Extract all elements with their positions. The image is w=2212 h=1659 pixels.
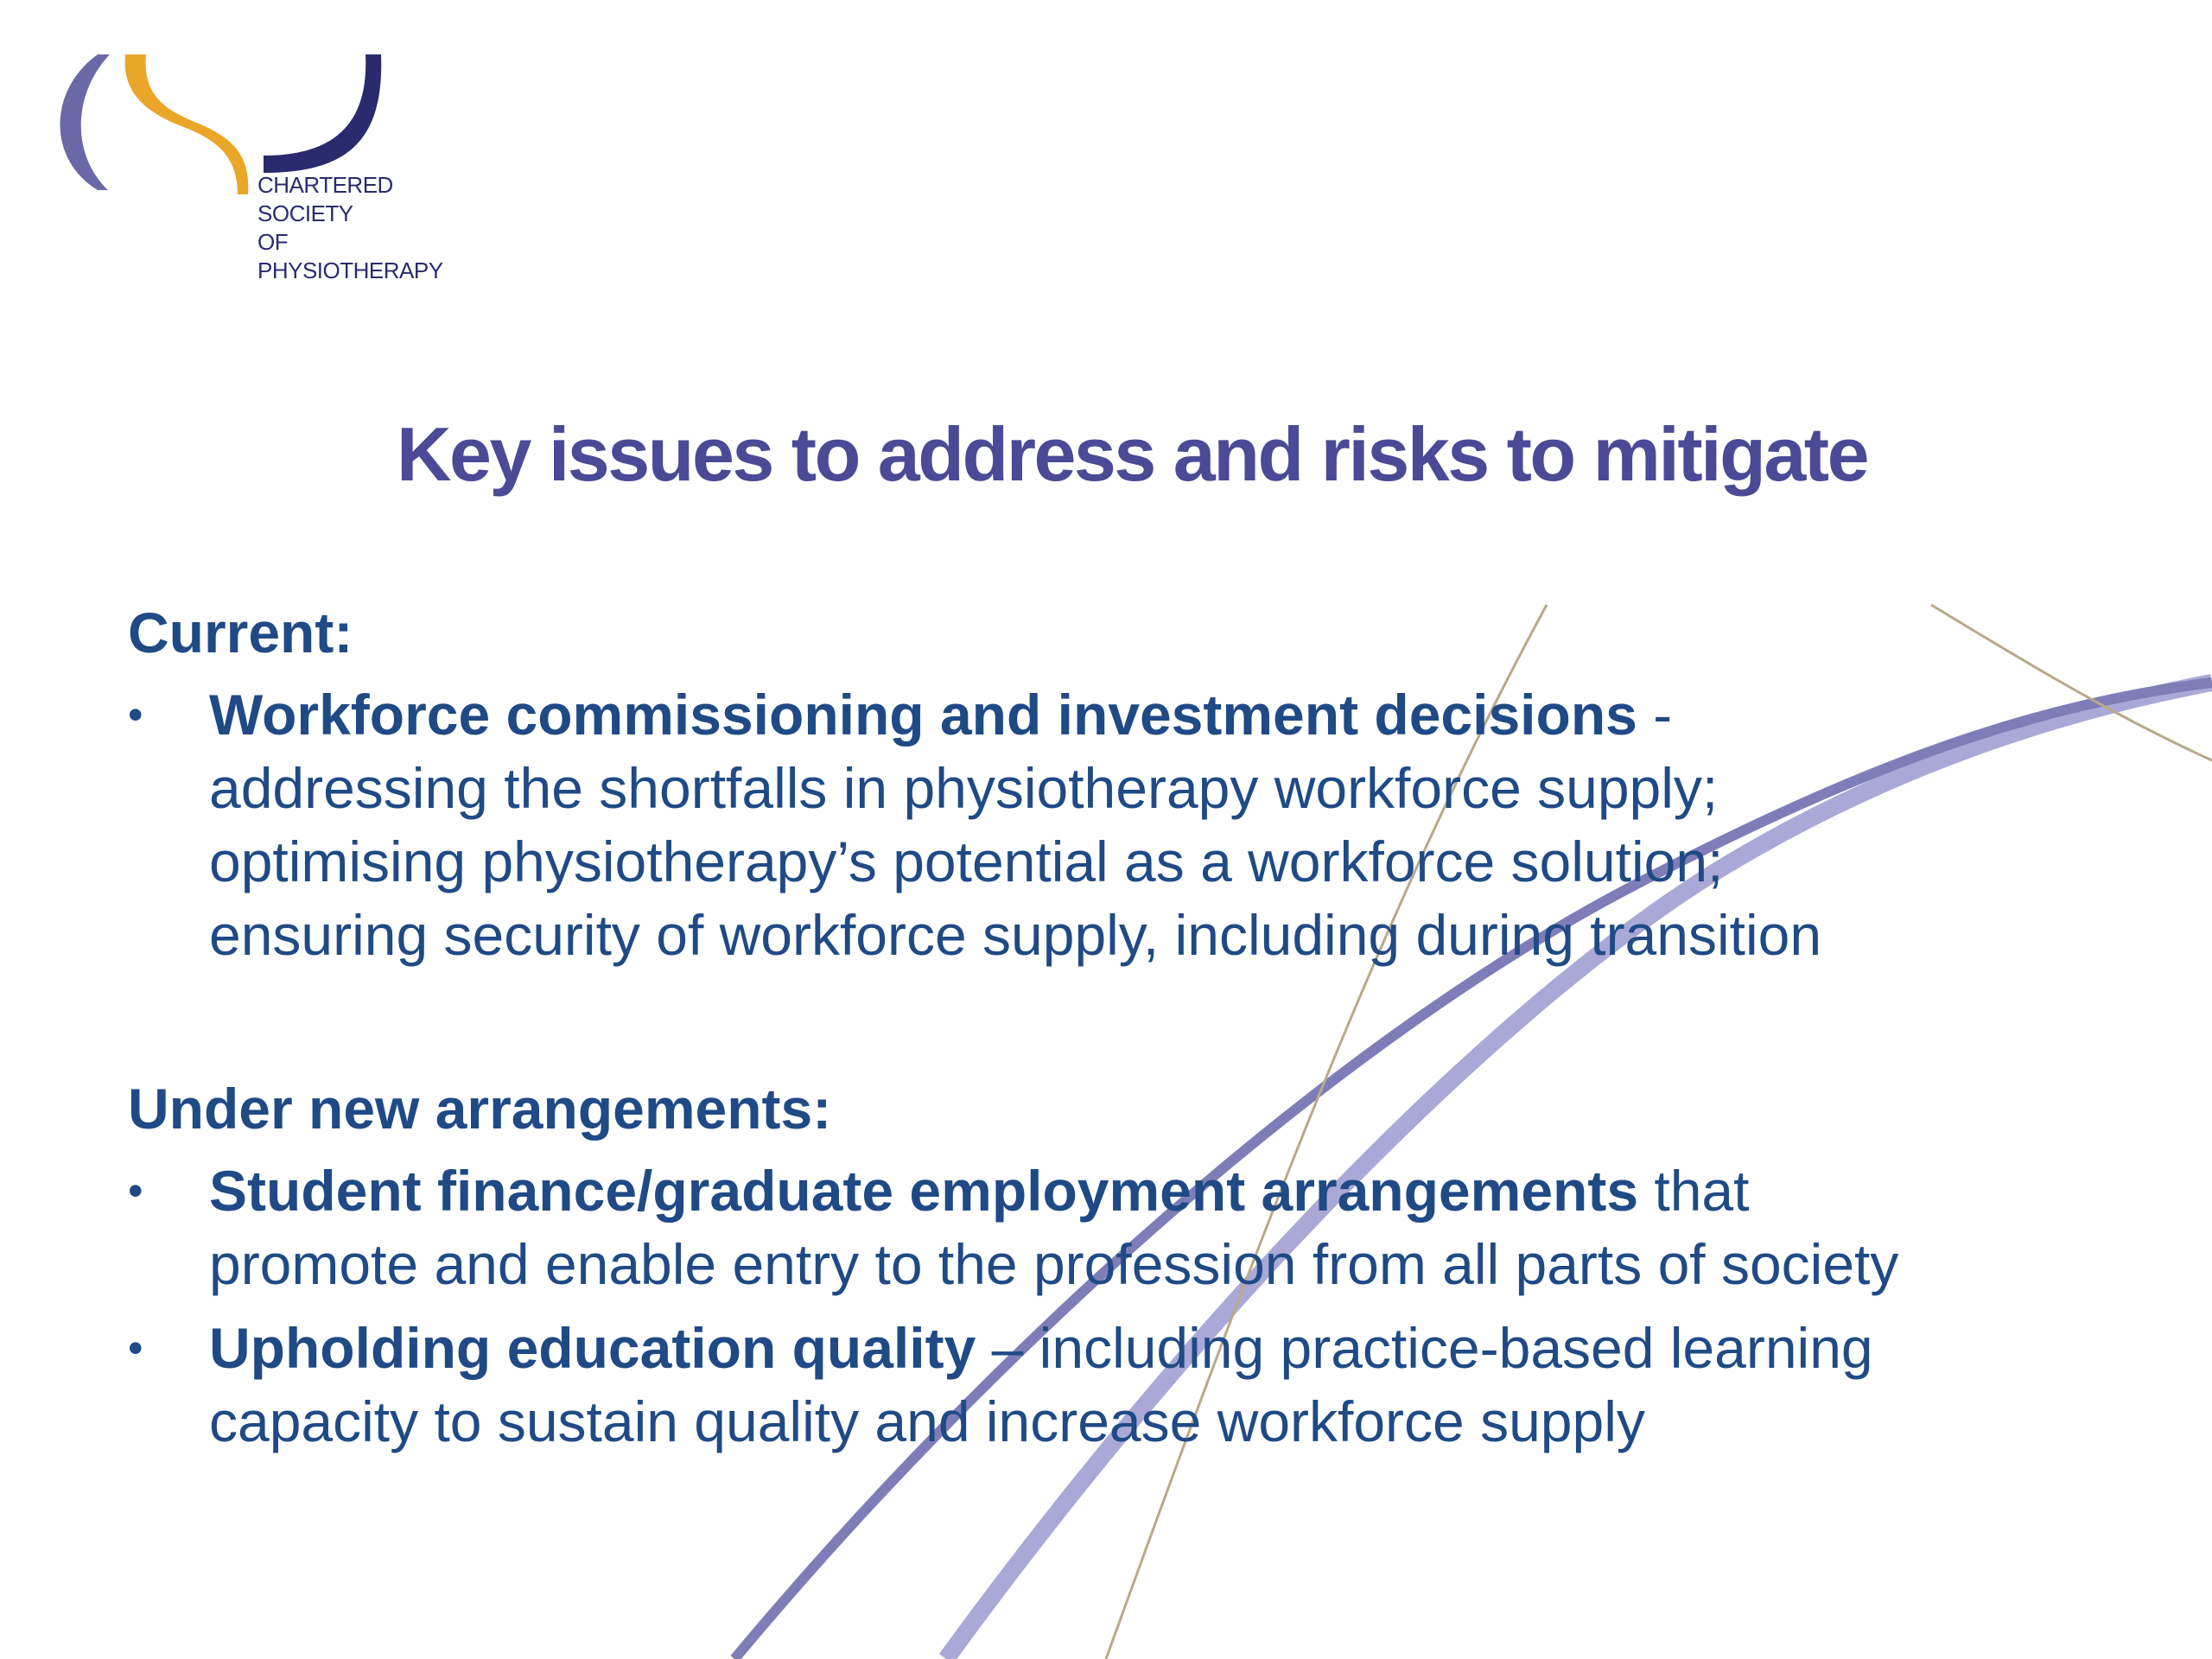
logo-line-4: PHYSIOTHERAPY [257, 257, 443, 283]
bullet-line: addressing the shortfalls in physiotherapy workforce supply; [209, 756, 1719, 820]
bullet-marker: • [128, 690, 143, 739]
bullet-bold-text: Upholding education quality [209, 1316, 976, 1380]
bullet-first-line [209, 1154, 2115, 1228]
section-heading-new-arrangements: Under new arrangements: [128, 1077, 832, 1141]
bullet-bold-text: Workforce commissioning and investment decisions [209, 683, 1637, 747]
logo-line-1: CHARTERED [257, 172, 393, 198]
bullet-line-rest: that [1638, 1159, 1750, 1223]
bullet-first-line [209, 1312, 2115, 1385]
bullet-marker: • [128, 1324, 143, 1372]
bullet-line: promote and enable entry to the profession from all parts of society [209, 1232, 1899, 1296]
bullet-item [128, 1154, 2115, 1301]
logo-gold-s [125, 54, 249, 194]
slide-title: Key issues to address and risks to mitigate [396, 411, 1868, 497]
section-spacer [128, 972, 2115, 1072]
bullet-item [128, 1312, 2115, 1459]
bullet-item [128, 678, 2115, 972]
bullet-marker: • [128, 1166, 143, 1215]
slide-content [128, 596, 2115, 1459]
bullet-line: optimising physiotherapy’s potential as a workforce solution; [209, 830, 1724, 893]
bullet-line: ensuring security of workforce supply, including during transition [209, 903, 1822, 967]
bullet-line: capacity to sustain quality and increase workforce supply [209, 1389, 1645, 1453]
bullet-first-line [209, 678, 2115, 752]
csp-logo [48, 48, 454, 298]
bullet-bold-text: Student finance/graduate employment arrangements [209, 1159, 1639, 1223]
bullet-line-rest: - [1637, 683, 1673, 747]
logo-left-bracket [60, 54, 111, 190]
bullet-line-rest: – including practice-based learning [976, 1316, 1873, 1380]
logo-line-3: OF [257, 229, 289, 255]
logo-wordmark [257, 171, 443, 285]
logo-right-arc [264, 54, 381, 173]
logo-line-2: SOCIETY [257, 200, 353, 226]
section-heading-current: Current: [128, 601, 353, 664]
